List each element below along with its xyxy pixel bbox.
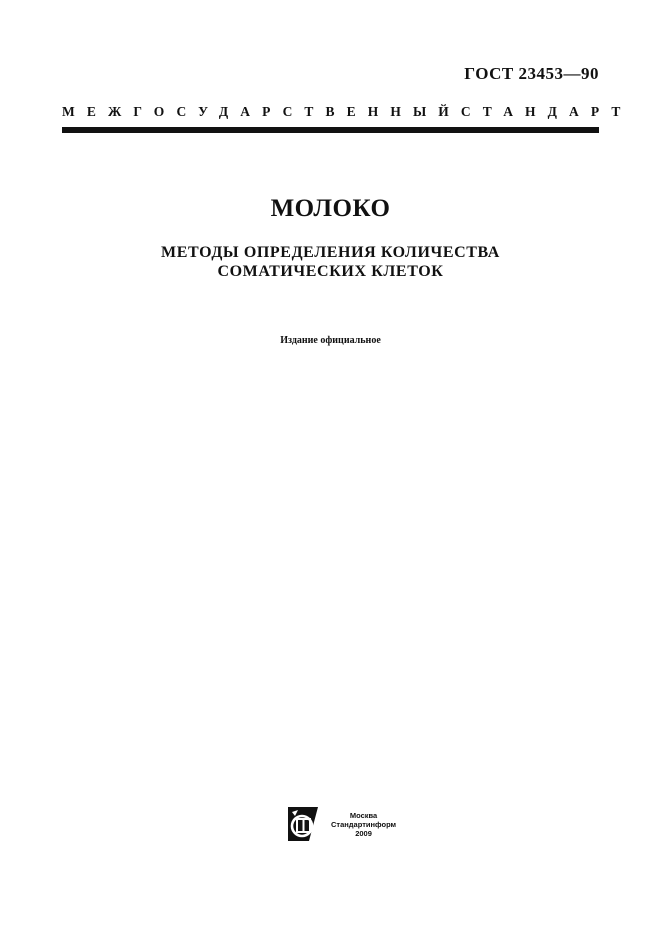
publisher-year: 2009 — [355, 828, 372, 838]
standard-banner — [62, 104, 633, 120]
document-code: ГОСТ 23453—90 — [464, 64, 599, 83]
subtitle-line-2: СОМАТИЧЕСКИХ КЛЕТОК — [217, 263, 444, 280]
subtitle-line-1: МЕТОДЫ ОПРЕДЕЛЕНИЯ КОЛИЧЕСТВА — [161, 244, 500, 261]
banner-word-standard: СТАНДАРТ — [460, 104, 633, 119]
standartinform-logo-icon — [288, 807, 324, 841]
publisher-city: Москва — [349, 810, 378, 820]
publisher-text — [331, 811, 396, 838]
edition-note: Издание официальное — [280, 335, 381, 346]
publisher-block — [288, 807, 396, 841]
publisher-name: Стандартинформ — [331, 819, 397, 829]
banner-word-interstate: МЕЖГОСУДАРСТВЕННЫЙ — [62, 104, 461, 119]
page-title: МОЛОКО — [270, 195, 391, 222]
banner-rule — [62, 127, 599, 133]
subtitle — [0, 243, 661, 281]
